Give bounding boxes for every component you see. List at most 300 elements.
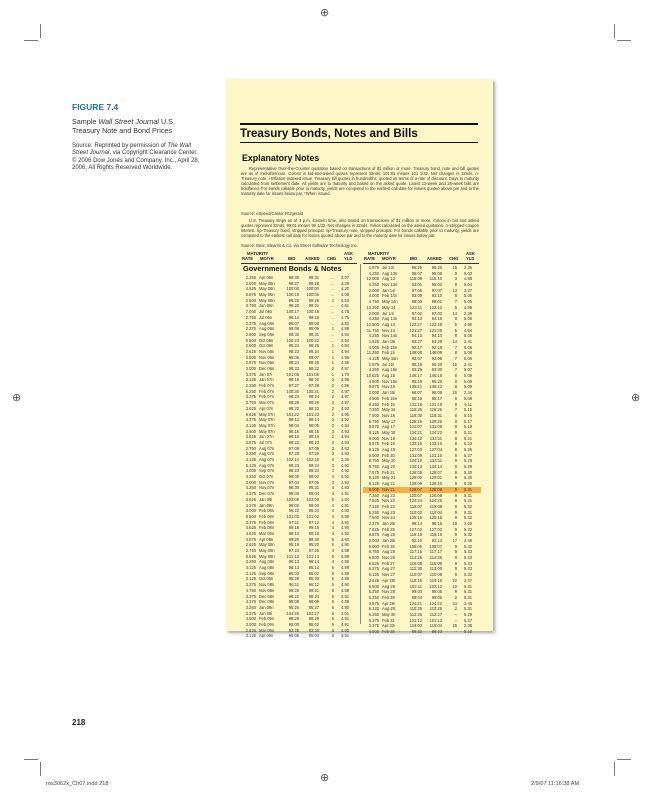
table-cell: May 18 (382, 429, 396, 435)
table-cell: 92:10 (411, 538, 422, 543)
table-cell: Aug 14 (382, 321, 395, 327)
header-yld-left: YLD (344, 256, 353, 261)
table-cell: 10 (452, 583, 457, 589)
table-cell: 7 (454, 367, 457, 373)
trim-mark (24, 40, 38, 41)
table-cell: 97:24 (288, 548, 299, 553)
table-cell: 3.000 (245, 621, 256, 627)
table-cell: 5.32 (464, 526, 472, 532)
table-cell: 4.250 (368, 282, 379, 288)
table-cell: 2.375 (368, 520, 379, 526)
table-cell: 4.82 (341, 320, 349, 326)
table-cell: 4.875 (245, 536, 256, 542)
table-cell: 101:13 (286, 553, 299, 559)
table-cell: 100:22 (306, 337, 319, 343)
table-cell: 99:05 (431, 589, 442, 595)
table-cell: 4.91 (341, 502, 349, 508)
table-cell: 108:06 (409, 543, 422, 549)
table-cell: 98:19 (288, 377, 299, 383)
table-cell: 6.875 (245, 292, 256, 298)
table-cell: Nov 14n (382, 333, 398, 339)
table-cell: May 07n (259, 417, 275, 423)
table-cell: 4.93 (341, 428, 349, 434)
table-cell: 95:19 (411, 361, 422, 367)
clipping-title: Treasury Bonds, Notes and Bills (240, 127, 418, 140)
table-cell: Nov 14 (382, 327, 395, 333)
table-cell: 8.750 (368, 418, 379, 424)
table-cell: 99:25 (288, 297, 299, 303)
table-cell: 15 (452, 361, 457, 367)
table-cell: 2.000 (368, 287, 379, 293)
table-cell: 93:28 (431, 338, 442, 344)
table-cell: 5.31 (464, 509, 472, 515)
table-cell: May 20 (382, 458, 396, 464)
table-cell: 4.94 (341, 422, 349, 428)
table-cell: 3.000 (245, 479, 256, 485)
table-cell: 4.250 (245, 485, 256, 491)
table-cell: May 08n (259, 542, 275, 548)
table-cell: 4.90 (464, 321, 472, 327)
table-cell: 95:16 (411, 395, 422, 401)
table-cell: 5.30 (464, 481, 472, 487)
table-cell: 99:07 (288, 320, 299, 326)
table-cell: 4.90 (341, 582, 349, 588)
header-yld-right: YLD (466, 256, 475, 261)
table-cell: 8 (454, 282, 457, 288)
table-cell: 8 (454, 469, 457, 475)
table-cell: 7 (454, 356, 457, 361)
table-cell: 6 (331, 587, 334, 593)
table-cell: 5.32 (464, 543, 472, 549)
table-cell: 97:28 (288, 451, 299, 457)
table-cell: 122:28 (429, 321, 442, 327)
table-cell: May 06n (259, 292, 275, 298)
table-cell: 9 (454, 532, 457, 538)
table-cell: 129:01 (429, 475, 442, 481)
table-cell: 3.625 (368, 577, 379, 583)
title-rule-bottom (240, 142, 478, 143)
table-cell: 3.000 (245, 366, 256, 371)
table-cell: 4.90 (341, 525, 349, 531)
table-cell: 5.29 (464, 611, 472, 617)
table-cell: Feb 07n (259, 388, 275, 394)
table-cell: 4 (331, 502, 334, 508)
table-cell: 3 (331, 451, 334, 457)
table-cell: 100:31 (306, 388, 319, 394)
table-cell: 9 (454, 589, 457, 595)
table-cell: ... (330, 309, 334, 315)
table-cell: 128:08 (429, 486, 442, 492)
table-cell: 93:27 (411, 338, 422, 344)
table-cell: 2 (454, 594, 457, 600)
table-cell: 95:04 (308, 633, 319, 639)
trim-mark (24, 759, 38, 760)
table-cell: Mar 07n (259, 400, 275, 406)
table-cell: 2.250 (245, 275, 256, 280)
table-cell: 2.000 (368, 310, 379, 316)
table-cell: 3.125 (245, 422, 256, 428)
table-cell: 8 (454, 418, 457, 424)
table-cell: 2.625 (245, 542, 256, 548)
table-cell: 3.375 (245, 593, 256, 599)
table-cell: 2.500 (245, 331, 256, 337)
table-cell: 2.44 (464, 390, 472, 396)
table-cell: 4.20 (341, 286, 349, 292)
table-cell: 96:14 (308, 559, 319, 565)
table-cell: Feb 09n (259, 616, 275, 622)
table-cell: 5.09 (464, 384, 472, 390)
table-cell: 98:23 (308, 593, 319, 599)
table-cell: Feb 31 (382, 617, 395, 623)
table-cell: May 14 (382, 304, 396, 310)
table-cell: 4.91 (341, 616, 349, 622)
table-cell: 2.000 (368, 390, 379, 396)
table-cell: 124:22 (429, 600, 442, 606)
table-cell: 3.500 (245, 428, 256, 434)
table-cell: 104:27 (306, 610, 319, 616)
table-cell: 99:06 (308, 326, 319, 332)
table-cell: 98:15 (431, 520, 442, 526)
table-cell: 4.89 (341, 587, 349, 593)
footer-timestamp: 2/9/07 11:16:38 AM (531, 781, 580, 787)
table-cell: 119:03 (409, 623, 422, 629)
table-cell: 8 (454, 412, 457, 418)
table-cell: 99:20 (288, 303, 299, 309)
trim-mark (614, 24, 615, 38)
table-cell: 97:27 (288, 383, 299, 389)
table-cell: 2 (331, 400, 334, 406)
table-cell: Feb 21 (382, 469, 395, 475)
table-cell: 9 (454, 560, 457, 566)
table-cell: Feb 36 (382, 629, 395, 634)
table-cell: May 06n (259, 280, 275, 286)
caption-text-end: U.S. Treasury Note and Bond Prices (72, 117, 175, 135)
table-cell: 5 (331, 565, 334, 571)
table-cell: 4 (331, 468, 334, 474)
table-cell: 4.250 (368, 333, 379, 339)
table-cell: 2.875 (245, 360, 256, 366)
table-cell: Nov 15n (382, 378, 398, 384)
table-cell: 99:16 (308, 530, 319, 536)
table-cell: 5.23 (464, 441, 472, 447)
table-cell: 110:04 (429, 509, 442, 515)
table-cell: Jan 26i (382, 538, 396, 543)
table-cell: 134:10 (409, 435, 422, 441)
table-cell: 8.750 (368, 458, 379, 464)
header-ask-left: ASK (344, 251, 353, 256)
table-cell: 5.06 (464, 344, 472, 350)
table-cell: 4.500 (245, 616, 256, 622)
table-cell: 7.875 (368, 469, 379, 475)
table-cell: Nov 07n (259, 479, 275, 485)
table-cell: 4.750 (368, 299, 379, 305)
table-cell: 5.33 (464, 566, 472, 572)
table-cell: 6 (331, 593, 334, 599)
table-cell: Mar 09n (259, 627, 275, 633)
table-cell: 96:13 (288, 559, 299, 565)
registration-mark-right-icon: ⊕ (631, 391, 641, 404)
table-cell: 4.29 (341, 280, 349, 286)
table-cell: 146:17 (409, 373, 422, 379)
table-cell: ... (330, 337, 334, 343)
table-cell: 97:03 (431, 310, 442, 316)
table-cell: 5.11 (464, 401, 472, 407)
table-cell: 96:07 (411, 390, 422, 396)
table-cell: May 15n (382, 356, 398, 361)
table-cell: May 07n (259, 422, 275, 428)
table-cell: 13.250 (366, 304, 379, 310)
table-cell: 2 (331, 377, 334, 383)
footer-file-info: ros3062x_Ch07.indd 218 (46, 781, 109, 787)
table-cell: Jul 13i (382, 265, 394, 270)
table-cell: 6.375 (368, 566, 379, 572)
table-cell: 5.09 (464, 373, 472, 379)
table-cell: 8 (454, 452, 457, 458)
newspaper-clipping (226, 79, 493, 639)
table-cell: 5.31 (464, 583, 472, 589)
table-cell: 2 (331, 405, 334, 411)
table-cell: 99:13 (288, 417, 299, 423)
table-cell: 123:12 (429, 304, 442, 310)
table-cell: 127:04 (429, 447, 442, 452)
table-cell: 6 (331, 576, 334, 582)
table-cell: 96:24 (308, 508, 319, 514)
header-maturity-right: MATURITY (368, 251, 390, 256)
table-cell: 98:16 (308, 434, 319, 440)
table-cell: Aug 20 (382, 464, 395, 470)
table-cell: Feb 27 (382, 560, 395, 566)
table-cell: 98:22 (308, 366, 319, 371)
table-cell: 3.250 (245, 451, 256, 457)
table-cell: 22 (452, 577, 457, 583)
table-cell: 24 (452, 600, 457, 606)
table-cell: 4.88 (341, 326, 349, 332)
table-cell: 100:17 (286, 309, 299, 315)
table-cell: Sep 07n (259, 468, 275, 474)
table-cell: 4.500 (368, 629, 379, 634)
table-cell: 100:00 (286, 286, 299, 292)
table-cell: Nov 28 (382, 589, 395, 595)
table-cell: 3.500 (245, 354, 256, 360)
table-cell: 98:20 (308, 377, 319, 383)
table-cell: Jan 08n (259, 502, 274, 508)
table-cell: 129:00 (409, 475, 422, 481)
table-cell: 95:19 (288, 542, 299, 548)
table-cell: 98:24 (308, 394, 319, 400)
section-heading-government-bonds: Government Bonds & Notes (243, 264, 342, 273)
table-cell: 4.92 (341, 462, 349, 468)
table-cell: 98:00 (411, 299, 422, 305)
table-cell: 104:26 (286, 610, 299, 616)
table-cell: 99:02 (288, 502, 299, 508)
table-cell: 100:23 (286, 337, 299, 343)
table-cell: Oct 08n (259, 576, 274, 582)
caption-publication: Wall Street Journal (98, 117, 159, 126)
table-cell: 5.08 (464, 395, 472, 401)
table-cell: 118:19 (429, 532, 442, 538)
table-cell: Dec 08n (259, 599, 275, 605)
table-cell: 139:21 (409, 384, 422, 390)
table-cell: 6.125 (368, 606, 379, 612)
table-cell: 4.94 (341, 337, 349, 343)
table-cell: 89:22 (411, 629, 422, 634)
table-cell: Jun 06n (259, 303, 274, 309)
table-cell: 2.625 (245, 348, 256, 354)
table-cell: 112:30 (409, 566, 422, 572)
table-row (363, 629, 481, 635)
table-cell: 4.90 (341, 627, 349, 633)
table-cell: 4.94 (341, 434, 349, 440)
table-cell: Aug 22 (382, 492, 395, 498)
table-cell: 4.91 (341, 621, 349, 627)
table-cell: Jan 16i (382, 390, 396, 396)
table-cell: 4.95 (341, 377, 349, 383)
table-cell: 1 (331, 371, 334, 377)
table-cell: 98:05 (308, 422, 319, 428)
table-cell: 93:07 (411, 356, 422, 361)
table-cell: 4.94 (341, 343, 349, 349)
table-cell: 97:12 (308, 519, 319, 525)
table-cell: 4 (331, 508, 334, 514)
registration-mark-bottom-icon: ⊕ (320, 771, 330, 784)
table-cell: 117:16 (409, 549, 422, 555)
table-cell: 14 (452, 310, 457, 316)
table-cell: 5.625 (245, 553, 256, 559)
table-cell: 5.21 (464, 435, 472, 441)
table-cell: 131:18 (409, 401, 422, 407)
table-cell: -- (454, 617, 457, 623)
table-cell: 5.500 (245, 513, 256, 519)
table-cell: 112:27 (429, 611, 442, 617)
caption-text: Sample (72, 117, 99, 126)
table-cell: 3 (331, 462, 334, 468)
table-cell: 4.97 (341, 394, 349, 400)
table-cell: 4.91 (341, 633, 349, 639)
table-cell: Jul 07n (259, 439, 273, 445)
table-cell: 102:14 (286, 457, 299, 462)
table-cell: 2.47 (464, 577, 472, 583)
table-cell: 2.49 (464, 538, 472, 543)
table-cell: 3.125 (245, 570, 256, 576)
table-cell: 6.125 (368, 572, 379, 578)
table-cell: 95:07 (411, 270, 422, 276)
title-rule-top (240, 123, 478, 125)
table-cell: 4.125 (368, 356, 379, 361)
table-cell: 8 (454, 373, 457, 379)
table-cell: Aug 06n (259, 320, 275, 326)
table-cell: 134:11 (429, 458, 442, 464)
header-asked-right: ASKED (427, 256, 442, 261)
table-cell: Aug 08n (259, 565, 275, 571)
table-cell: 4 (331, 548, 334, 553)
table-cell: 116:25 (409, 407, 422, 413)
table-cell: 3.375 (245, 610, 256, 616)
table-cell: 4.92 (341, 474, 349, 480)
table-cell: 2.37 (464, 287, 472, 293)
table-cell: 1.70 (341, 371, 349, 377)
table-cell: 18 (452, 520, 457, 526)
table-cell: 95:08 (431, 270, 442, 276)
table-cell: 9 (454, 503, 457, 509)
table-cell: 6.500 (368, 555, 379, 561)
table-cell: 4.93 (341, 405, 349, 411)
table-cell: 100:10 (286, 292, 299, 298)
table-cell: 98:29 (308, 616, 319, 622)
explanatory-note: Representative Over-the-Counter quotation based on transactions of $1 million or more. Treasury bond, note and bill quotes are as of mid-afternoon. Colons in bid-and-asked quotes represent 32nds; 101:01 means 101 1/32. Net changes in 32nds. n-Treasury note. i-Inflation-Indexed issue. Treasury bill quotes in hundredths, quoted on terms of a rate of discount. Days to maturity calculated from settlement date. All yields are to maturity and based on the asked quote. Latest 13-week and 26-week bills are boldfaced. For bonds callable prior to maturity, yields are computed to the earliest call date for issues quoted above par and to the maturity date for issues below par. *When issued. (241, 166, 479, 196)
table-cell: 119:04 (429, 623, 442, 629)
table-cell: 4.89 (341, 570, 349, 576)
table-cell: 5.05 (464, 299, 472, 305)
table-cell: 2.46 (464, 600, 472, 606)
table-cell: 5.04 (464, 282, 472, 288)
table-cell: 4.90 (341, 508, 349, 514)
table-cell: 5.27 (464, 617, 472, 623)
table-cell: Nov 27 (382, 572, 395, 578)
table-cell: 1 (331, 297, 334, 303)
table-cell: 4.92 (341, 479, 349, 485)
table-cell: 9.250 (368, 401, 379, 407)
table-cell: 110:03 (409, 509, 422, 515)
table-cell: Nov 22 (382, 498, 395, 504)
table-cell: 124:25 (429, 498, 442, 504)
table-cell: 4.94 (341, 331, 349, 337)
table-cell: 131:10 (429, 452, 442, 458)
table-cell: 3.250 (245, 559, 256, 565)
table-cell: Feb 07n (259, 394, 275, 400)
table-cell: 5.08 (464, 378, 472, 384)
table-cell: 3 (331, 457, 334, 462)
table-cell: 6.625 (245, 411, 256, 417)
table-cell: 5.07 (464, 367, 472, 373)
table-cell: Feb 08n (259, 525, 275, 531)
table-cell: 2.41 (464, 361, 472, 367)
table-cell: 101:13 (429, 617, 442, 623)
table-cell: 7.500 (368, 412, 379, 418)
trim-mark (617, 40, 631, 41)
table-cell: 2 (331, 422, 334, 428)
table-cell: 5.32 (464, 572, 472, 578)
table-cell: 97:09 (308, 445, 319, 451)
table-cell: 98:22 (288, 405, 299, 411)
table-cell: 101:06 (306, 371, 319, 377)
table-cell: 5.03 (464, 270, 472, 276)
table-cell: Nov 06n (259, 354, 275, 360)
table-cell: 99:14 (288, 314, 299, 320)
table-cell: 100:06 (306, 292, 319, 298)
table-cell: 100:00 (306, 286, 319, 292)
table-cell: 3.125 (245, 377, 256, 383)
table-cell: 123:11 (409, 304, 422, 310)
table-cell: 8.125 (368, 481, 379, 487)
table-cell: Nov 08n (259, 582, 275, 588)
table-cell: Nov 06n (259, 360, 275, 366)
table-cell: 8.750 (368, 464, 379, 470)
table-cell: 3.750 (245, 303, 256, 309)
table-cell: Feb 16n (382, 395, 398, 401)
table-cell: 120:08 (429, 492, 442, 498)
table-cell: 98:04 (288, 422, 299, 428)
table-cell: 98:25 (308, 343, 319, 349)
table-cell: 4.89 (341, 599, 349, 605)
table-cell: 95:26 (288, 604, 299, 610)
table-cell: 93:10 (431, 293, 442, 299)
table-cell: 4.96 (341, 354, 349, 360)
header-chg-right: CHG (449, 256, 459, 261)
table-cell: 5.31 (464, 486, 472, 492)
table-cell: 93:08 (431, 356, 442, 361)
table-cell: 9 (454, 549, 457, 555)
table-cell: 6.250 (245, 388, 256, 394)
